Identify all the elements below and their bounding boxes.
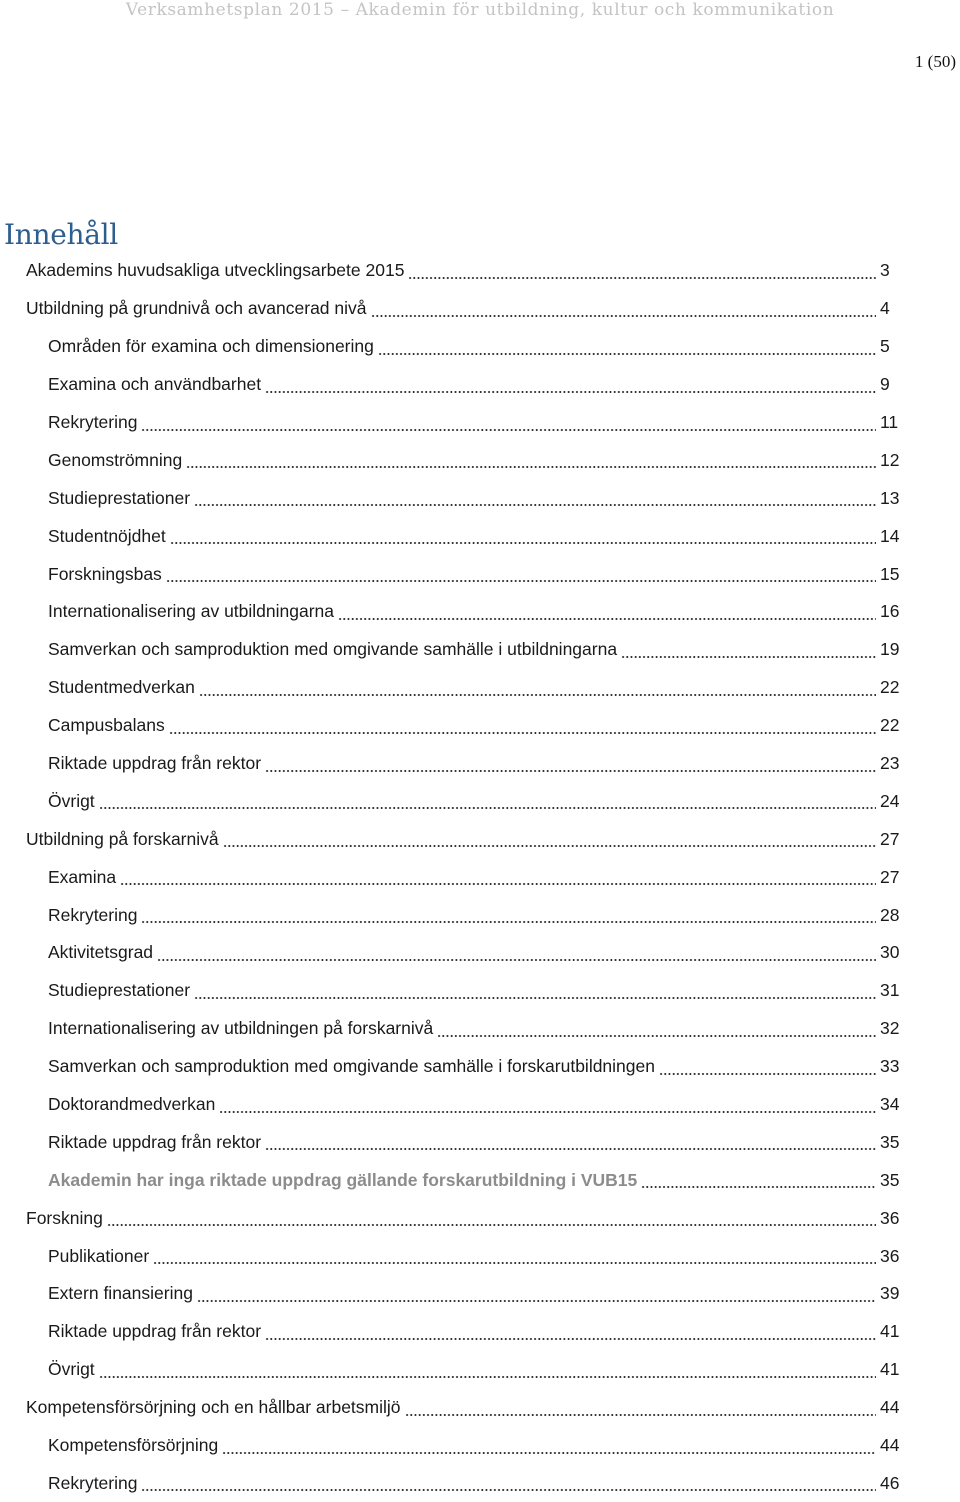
toc-entry-page-number: 22 (878, 677, 908, 698)
table-of-contents (0, 252, 960, 1502)
toc-entry[interactable] (0, 1123, 960, 1161)
toc-entry-page-number: 3 (878, 260, 908, 281)
toc-entry-label: Områden för examina och dimensionering (48, 336, 376, 357)
toc-entry-label: Samverkan och samproduktion med omgivande samhälle i utbildningarna (48, 639, 619, 660)
toc-entry-page-number: 32 (878, 1018, 908, 1039)
toc-entry-page-number: 36 (878, 1246, 908, 1267)
toc-entry-page-number: 34 (878, 1094, 908, 1115)
toc-entry-page-number: 9 (878, 374, 908, 395)
toc-entry-label: Internationalisering av utbildningarna (48, 601, 336, 622)
toc-entry-label: Kompetensförsörjning och en hållbar arbetsmiljö (26, 1397, 403, 1418)
toc-entry-label: Doktorandmedverkan (48, 1094, 217, 1115)
toc-entry[interactable] (0, 1237, 960, 1275)
toc-entry-page-number: 23 (878, 753, 908, 774)
dot-leader (194, 984, 876, 1002)
dot-leader (405, 1401, 876, 1419)
toc-entry-label: Forskning (26, 1208, 105, 1229)
toc-entry-page-number: 35 (878, 1170, 908, 1191)
toc-entry[interactable] (0, 631, 960, 669)
toc-entry[interactable] (0, 479, 960, 517)
toc-entry-label: Övrigt (48, 1359, 97, 1380)
toc-entry-page-number: 12 (878, 450, 908, 471)
toc-entry-page-number: 22 (878, 715, 908, 736)
toc-entry[interactable] (0, 896, 960, 934)
toc-entry-page-number: 33 (878, 1056, 908, 1077)
toc-entry-label: Genomströmning (48, 450, 184, 471)
toc-entry[interactable] (0, 972, 960, 1010)
toc-entry-page-number: 39 (878, 1283, 908, 1304)
dot-leader (194, 491, 876, 509)
toc-entry-label: Studieprestationer (48, 488, 192, 509)
dot-leader (141, 908, 876, 926)
toc-entry-page-number: 14 (878, 526, 908, 547)
dot-leader (641, 1173, 876, 1191)
dot-leader (338, 605, 876, 623)
toc-entry-label: Studieprestationer (48, 980, 192, 1001)
toc-entry[interactable] (0, 328, 960, 366)
toc-entry-page-number: 46 (878, 1473, 908, 1494)
toc-entry[interactable] (0, 1275, 960, 1313)
dot-leader (157, 946, 876, 964)
toc-entry[interactable] (0, 252, 960, 290)
toc-entry[interactable] (0, 669, 960, 707)
toc-entry-page-number: 31 (878, 980, 908, 1001)
dot-leader (378, 340, 876, 358)
dot-leader (120, 870, 876, 888)
toc-entry-label: Utbildning på grundnivå och avancerad nivå (26, 298, 369, 319)
dot-leader (99, 1363, 876, 1381)
toc-entry[interactable] (0, 1427, 960, 1465)
toc-entry-page-number: 19 (878, 639, 908, 660)
toc-entry-label: Riktade uppdrag från rektor (48, 1321, 263, 1342)
toc-entry-label: Rekrytering (48, 905, 139, 926)
dot-leader (222, 1439, 876, 1457)
toc-entry[interactable] (0, 441, 960, 479)
toc-entry-page-number: 44 (878, 1397, 908, 1418)
toc-entry[interactable] (0, 1010, 960, 1048)
toc-entry[interactable] (0, 820, 960, 858)
toc-entry-page-number: 16 (878, 601, 908, 622)
toc-entry-label: Riktade uppdrag från rektor (48, 1132, 263, 1153)
toc-entry-page-number: 44 (878, 1435, 908, 1456)
toc-entry-label: Rekrytering (48, 412, 139, 433)
toc-entry[interactable] (0, 1048, 960, 1086)
dot-leader (153, 1249, 876, 1267)
dot-leader (186, 453, 876, 471)
toc-entry[interactable] (0, 1086, 960, 1124)
dot-leader (265, 378, 876, 396)
toc-entry-label: Studentnöjdhet (48, 526, 168, 547)
toc-entry-label: Examina (48, 867, 118, 888)
toc-entry-label: Publikationer (48, 1246, 151, 1267)
page-number: 1 (50) (915, 52, 956, 72)
dot-leader (437, 1022, 876, 1040)
toc-entry-label: Utbildning på forskarnivå (26, 829, 221, 850)
toc-entry-label: Campusbalans (48, 715, 167, 736)
toc-entry-label: Övrigt (48, 791, 97, 812)
toc-entry-label: Kompetensförsörjning (48, 1435, 220, 1456)
toc-entry-page-number: 36 (878, 1208, 908, 1229)
toc-entry[interactable] (0, 404, 960, 442)
toc-entry-label: Akademin har inga riktade uppdrag gällande forskarutbildning i VUB15 (48, 1170, 639, 1191)
toc-entry[interactable] (0, 1389, 960, 1427)
dot-leader (408, 264, 876, 282)
toc-entry-label: Samverkan och samproduktion med omgivande samhälle i forskarutbildningen (48, 1056, 657, 1077)
toc-entry[interactable] (0, 858, 960, 896)
dot-leader (199, 681, 876, 699)
toc-entry[interactable] (0, 593, 960, 631)
toc-entry-label: Internationalisering av utbildningen på forskarnivå (48, 1018, 435, 1039)
toc-entry-label: Riktade uppdrag från rektor (48, 753, 263, 774)
toc-entry-label: Studentmedverkan (48, 677, 197, 698)
toc-entry[interactable] (0, 1465, 960, 1502)
dot-leader (223, 832, 876, 850)
dot-leader (107, 1211, 876, 1229)
toc-entry[interactable] (0, 782, 960, 820)
dot-leader (371, 302, 876, 320)
dot-leader (659, 1060, 876, 1078)
toc-entry[interactable] (0, 517, 960, 555)
toc-entry-page-number: 30 (878, 942, 908, 963)
toc-entry[interactable] (0, 1161, 960, 1199)
toc-entry-page-number: 13 (878, 488, 908, 509)
toc-entry-label: Examina och användbarhet (48, 374, 263, 395)
toc-entry-page-number: 28 (878, 905, 908, 926)
toc-entry-page-number: 15 (878, 564, 908, 585)
toc-entry[interactable] (0, 934, 960, 972)
toc-entry-page-number: 41 (878, 1359, 908, 1380)
dot-leader (166, 567, 876, 585)
toc-entry[interactable] (0, 366, 960, 404)
toc-entry-page-number: 4 (878, 298, 908, 319)
toc-entry-page-number: 41 (878, 1321, 908, 1342)
dot-leader (197, 1287, 876, 1305)
toc-entry-page-number: 11 (878, 412, 908, 433)
dot-leader (265, 757, 876, 775)
toc-entry[interactable] (0, 555, 960, 593)
toc-entry-page-number: 27 (878, 867, 908, 888)
toc-entry[interactable] (0, 290, 960, 328)
toc-entry-page-number: 5 (878, 336, 908, 357)
dot-leader (170, 529, 876, 547)
dot-leader (265, 1325, 876, 1343)
dot-leader (169, 719, 876, 737)
dot-leader (621, 643, 876, 661)
toc-entry-label: Rekrytering (48, 1473, 139, 1494)
dot-leader (265, 1135, 876, 1153)
toc-entry[interactable] (0, 1313, 960, 1351)
toc-entry-page-number: 24 (878, 791, 908, 812)
toc-entry-label: Akademins huvudsakliga utvecklingsarbete 2015 (26, 260, 406, 281)
toc-entry[interactable] (0, 745, 960, 783)
toc-entry[interactable] (0, 1199, 960, 1237)
toc-entry-label: Extern finansiering (48, 1283, 195, 1304)
toc-entry[interactable] (0, 1351, 960, 1389)
dot-leader (141, 1476, 876, 1494)
toc-entry-page-number: 35 (878, 1132, 908, 1153)
running-header: Verksamhetsplan 2015 – Akademin för utbildning, kultur och kommunikation (0, 0, 960, 20)
toc-entry-page-number: 27 (878, 829, 908, 850)
toc-entry[interactable] (0, 707, 960, 745)
dot-leader (219, 1098, 876, 1116)
toc-title: Innehåll (4, 218, 118, 251)
toc-entry-label: Forskningsbas (48, 564, 164, 585)
dot-leader (99, 794, 876, 812)
dot-leader (141, 416, 876, 434)
toc-entry-label: Aktivitetsgrad (48, 942, 155, 963)
